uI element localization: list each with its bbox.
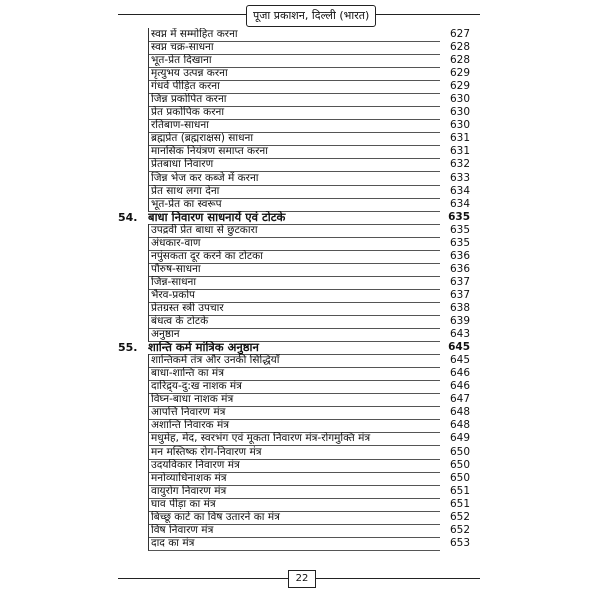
entry-title: विघ्न-बाधा नाशक मंत्र (148, 393, 440, 407)
entry-title: आपत्ति निवारण मंत्र (148, 406, 440, 420)
toc-entry (118, 54, 470, 67)
entry-title: स्वप्न में सम्मोहित करना (148, 28, 440, 42)
entry-title: मृत्युभय उत्पन्न करना (148, 67, 440, 81)
entry-page-number: 636 (449, 249, 470, 262)
publisher-header: पूजा प्रकाशन, दिल्ली (भारत) (246, 5, 376, 27)
entry-title: बंधत्व के टोटके (148, 315, 440, 329)
entry-page-number: 629 (449, 67, 470, 80)
entry-title: स्वप्न चक्र-साधना (148, 41, 440, 55)
entry-title: प्रेतबाधा निवारण (148, 158, 440, 172)
toc-entry (118, 119, 470, 132)
entry-title: भूत-प्रेत दिखाना (148, 54, 440, 68)
entry-title: मानसिक नियंत्रण समाप्त करना (148, 145, 440, 159)
toc-entry (118, 485, 470, 498)
entry-page-number: 637 (449, 275, 470, 288)
entry-title: जिन्न प्रकोपित करना (148, 93, 440, 107)
toc-entry (118, 67, 470, 80)
entry-page-number: 632 (449, 158, 470, 171)
entry-title: ब्रह्मप्रेत (ब्रह्मराक्षस) साधना (148, 132, 440, 146)
toc-entry (118, 393, 470, 406)
entry-page-number: 631 (449, 145, 470, 158)
toc-entry (118, 524, 470, 537)
entry-title: दारिद्र्य-दु:ख नाशक मंत्र (148, 380, 440, 394)
entry-page-number: 639 (449, 315, 470, 328)
entry-page-number: 638 (449, 301, 470, 314)
toc-entry (118, 198, 470, 211)
toc-entry (118, 145, 470, 158)
toc-entry (118, 106, 470, 119)
toc-entry (118, 172, 470, 185)
entry-title: शान्तिकर्म तंत्र और उनकी सिद्धियाँ (148, 354, 440, 368)
toc-entry (118, 41, 470, 54)
entry-page-number: 645 (449, 354, 470, 367)
entry-page-number: 635 (449, 223, 470, 236)
toc-entry (118, 224, 470, 237)
entry-page-number: 635 (449, 236, 470, 249)
entry-page-number: 634 (449, 197, 470, 210)
entry-page-number: 652 (449, 510, 470, 523)
toc-entry (118, 432, 470, 445)
toc-entry (118, 380, 470, 393)
entry-title: वायुरोग निवारण मंत्र (148, 485, 440, 499)
entry-title: भूत-प्रेत का स्वरूप (148, 198, 440, 212)
toc-entry (118, 498, 470, 511)
toc-entry (118, 511, 470, 524)
entry-title: दाद का मंत्र (148, 537, 440, 551)
entry-page-number: 630 (449, 119, 470, 132)
entry-title: विष निवारण मंत्र (148, 524, 440, 538)
entry-page-number: 650 (449, 445, 470, 458)
toc-entry (118, 354, 470, 367)
entry-page-number: 645 (448, 341, 470, 354)
entry-page-number: 631 (449, 132, 470, 145)
entry-title: प्रेत प्रकोपिक करना (148, 106, 440, 120)
toc-entry (118, 406, 470, 419)
entry-title: बाधा-शान्ति का मंत्र (148, 367, 440, 381)
entry-page-number: 633 (449, 171, 470, 184)
toc-entry (118, 276, 470, 289)
toc-entry (118, 250, 470, 263)
entry-page-number: 651 (449, 484, 470, 497)
toc-entry (118, 93, 470, 106)
entry-title: प्रेतग्रस्त स्त्री उपचार (148, 302, 440, 316)
toc-entry (118, 328, 470, 341)
entry-title: शान्ति कर्म मांत्रिक अनुष्ठान (148, 341, 440, 355)
entry-title: अनुष्ठान (148, 328, 440, 342)
entry-page-number: 636 (449, 262, 470, 275)
entry-title: अंधकार-वाण (148, 237, 440, 251)
entry-title: मनोव्याधिनाशक मंत्र (148, 472, 440, 486)
toc-entry (118, 80, 470, 93)
chapter-number: 54. (118, 210, 138, 224)
toc-entry (118, 289, 470, 302)
page-number: 22 (288, 570, 316, 588)
entry-page-number: 650 (449, 471, 470, 484)
entry-page-number: 650 (449, 458, 470, 471)
entry-page-number: 643 (449, 328, 470, 341)
chapter-number: 55. (118, 341, 138, 355)
entry-page-number: 646 (449, 367, 470, 380)
entry-page-number: 651 (449, 497, 470, 510)
toc-entry (118, 158, 470, 171)
entry-title: घाव पीड़ा का मंत्र (148, 498, 440, 512)
entry-page-number: 652 (449, 523, 470, 536)
entry-title: उपद्रवी प्रेत बाधा से छुटकारा (148, 224, 440, 238)
toc-entry (118, 472, 470, 485)
toc-entry (118, 263, 470, 276)
entry-title: अशान्ति निवारक मंत्र (148, 419, 440, 433)
entry-page-number: 649 (449, 432, 470, 445)
entry-title: भैरव-प्रकोप (148, 289, 440, 303)
entry-page-number: 647 (449, 393, 470, 406)
toc-entry (118, 537, 470, 550)
entry-page-number: 634 (449, 184, 470, 197)
entry-page-number: 635 (448, 210, 470, 223)
entry-title: गंधर्व पीड़ित करना (148, 80, 440, 94)
toc-entry (118, 459, 470, 472)
toc-entry (118, 132, 470, 145)
entry-title: बाधा निवारण साधनायें एवं टोटके (148, 211, 440, 225)
toc-entry (118, 237, 470, 250)
entry-title: पौरुष-साधना (148, 263, 440, 277)
entry-page-number: 648 (449, 406, 470, 419)
entry-title: उदयविकार निवारण मंत्र (148, 459, 440, 473)
entry-title: रतिबाण-साधना (148, 119, 440, 133)
entry-page-number: 628 (449, 54, 470, 67)
chapter-heading (118, 211, 470, 224)
entry-title: मन मस्तिष्क रोग-निवारण मंत्र (148, 446, 440, 460)
entry-page-number: 629 (449, 80, 470, 93)
toc-entry (118, 367, 470, 380)
entry-page-number: 648 (449, 419, 470, 432)
entry-page-number: 630 (449, 93, 470, 106)
entry-page-number: 630 (449, 106, 470, 119)
toc-entry (118, 185, 470, 198)
entry-page-number: 653 (449, 536, 470, 549)
toc-entry (118, 28, 470, 41)
entry-page-number: 627 (449, 28, 470, 40)
chapter-heading (118, 341, 470, 354)
entry-title: मधुमेह, मेद, स्वरभंग एवं मूकता निवारण मंत्र-रोगमुक्ति मंत्र (148, 432, 440, 446)
table-of-contents (118, 28, 470, 550)
entry-title: प्रेत साथ लगा देना (148, 185, 440, 199)
toc-entry (118, 302, 470, 315)
entry-page-number: 628 (449, 41, 470, 54)
toc-entry (118, 419, 470, 432)
entry-title: जिन्न भेज कर कब्जे में करना (148, 172, 440, 186)
entry-page-number: 646 (449, 380, 470, 393)
toc-entry (118, 446, 470, 459)
toc-entry (118, 315, 470, 328)
entry-title: नपुंसकता दूर करने का टोटका (148, 250, 440, 264)
entry-title: जिन्न-साधना (148, 276, 440, 290)
entry-page-number: 637 (449, 288, 470, 301)
entry-title: बिच्छू काटे का विष उतारने का मंत्र (148, 511, 440, 525)
